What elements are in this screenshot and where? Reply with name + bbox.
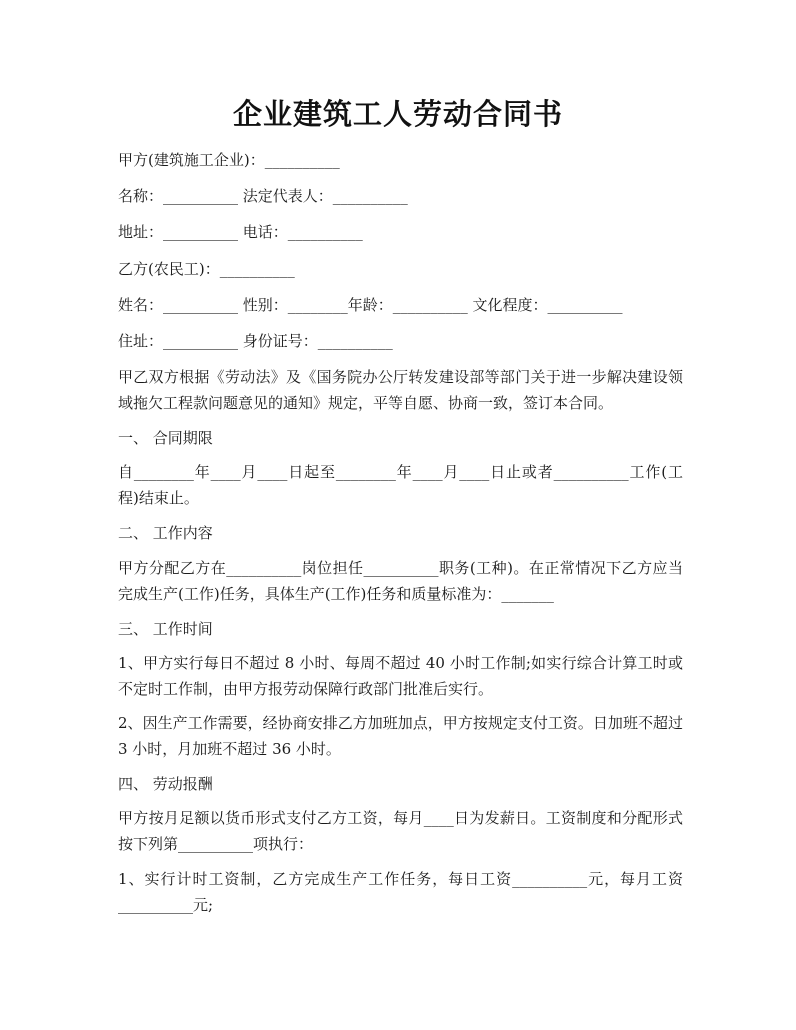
party-b-header: 乙方(农民工)：__________: [118, 260, 295, 278]
party-a-address-phone: 地址：__________ 电话：__________: [118, 223, 363, 241]
section-2-text: 甲方分配乙方在__________岗位担任__________职务(工种)。在正常情况下乙方应当完成生产(工作)任务，具体生产(工作)任务和质量标准为：_______: [118, 559, 683, 603]
party-a-header: 甲方(建筑施工企业)：__________: [118, 151, 340, 169]
section-3-heading: 三、 工作时间: [118, 620, 213, 638]
intro-paragraph: 甲乙双方根据《劳动法》及《国务院办公厅转发建设部等部门关于进一步解决建设领域拖欠工程款问题意见的通知》规定，平等自愿、协商一致，签订本合同。: [118, 368, 683, 412]
section-1-heading: 一、 合同期限: [118, 429, 213, 447]
party-a-name-representative: 名称：__________ 法定代表人：__________: [118, 187, 408, 205]
party-b-address-id: 住址：__________ 身份证号：__________: [118, 332, 393, 350]
section-4-paragraph-1: 1、实行计时工资制，乙方完成生产工作任务，每日工资__________元，每月工资__________元;: [118, 870, 683, 914]
party-b-personal-info: 姓名：__________ 性别：________年龄：__________ 文化程度：__________: [118, 296, 623, 314]
section-3-paragraph-1: 1、甲方实行每日不超过 8 小时、每周不超过 40 小时工作制;如实行综合计算工时或不定时工作制，由甲方报劳动保障行政部门批准后实行。: [118, 654, 683, 698]
section-2-heading: 二、 工作内容: [118, 524, 213, 542]
section-3-paragraph-2: 2、因生产工作需要，经协商安排乙方加班加点，甲方按规定支付工资。日加班不超过 3 小时，月加班不超过 36 小时。: [118, 714, 683, 758]
section-4-text: 甲方按月足额以货币形式支付乙方工资，每月____日为发薪日。工资制度和分配形式按下列第__________项执行：: [118, 809, 683, 853]
section-1-text: 自________年____月____日起至________年____月____日止或者__________工作(工程)结束止。: [118, 463, 683, 507]
section-4-heading: 四、 劳动报酬: [118, 775, 213, 793]
document-title: 企业建筑工人劳动合同书: [232, 97, 563, 131]
